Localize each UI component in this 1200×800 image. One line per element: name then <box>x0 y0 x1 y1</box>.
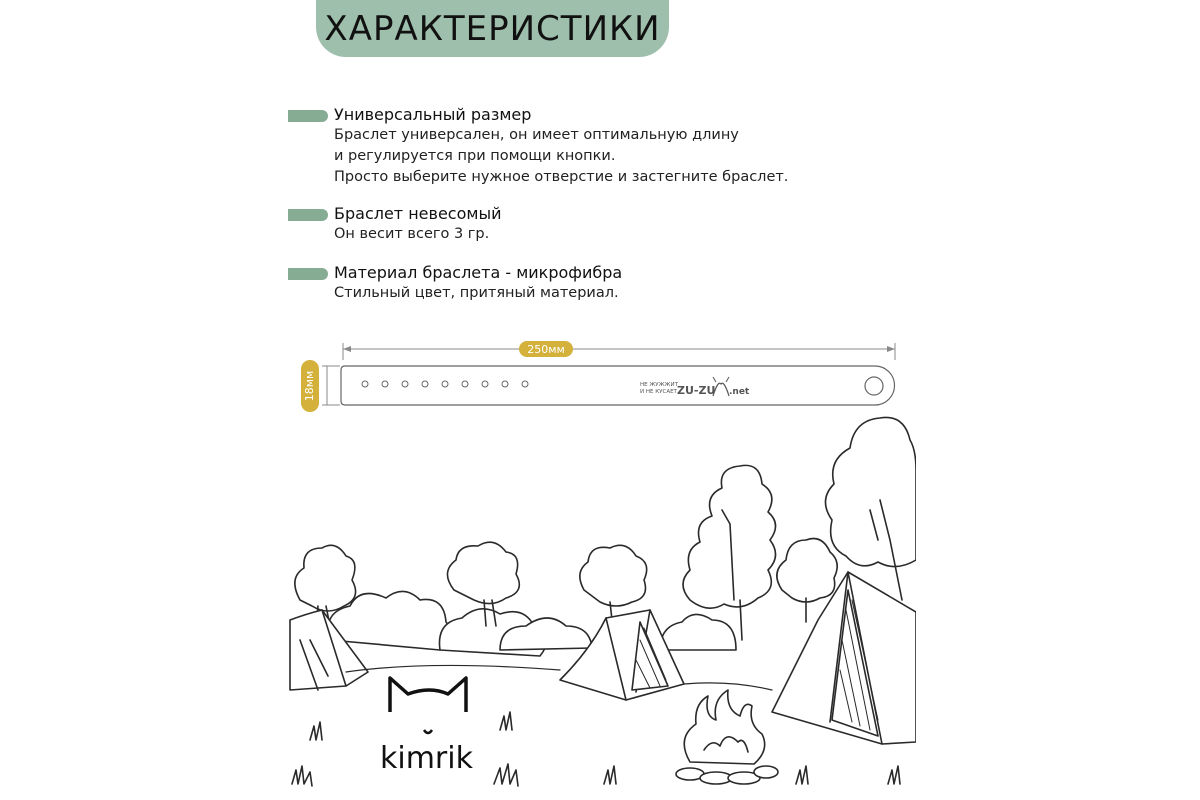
feature-marker <box>288 209 328 221</box>
strap-hole <box>462 381 468 387</box>
grass-icon <box>292 766 312 786</box>
feature-marker <box>288 268 328 280</box>
strap-hole <box>422 381 428 387</box>
tent-icon <box>560 610 684 700</box>
tree-icon <box>825 417 916 600</box>
strap-hole <box>442 381 448 387</box>
strap-holes <box>362 381 528 387</box>
feature-line: Браслет универсален, он имеет оптимальную длину <box>334 127 739 143</box>
feature-heading: Материал браслета - микрофибра <box>334 263 623 282</box>
feature-line: и регулируется при помощи кнопки. <box>334 148 616 164</box>
grass-icon <box>604 766 616 784</box>
feature-line: Стильный цвет, притяный материал. <box>334 285 619 301</box>
strap-hole <box>362 381 368 387</box>
grass-icon <box>494 764 518 786</box>
brand-name: ZU-ZU <box>677 384 716 397</box>
strap-hole <box>382 381 388 387</box>
strap-hole <box>482 381 488 387</box>
grass-icon <box>796 766 808 784</box>
length-label: 250мм <box>527 343 565 356</box>
strap-hole <box>502 381 508 387</box>
brand-tagline: НЕ ЖУЖЖИТ <box>640 382 678 388</box>
section-title-pill <box>316 0 669 57</box>
feature-heading: Универсальный размер <box>334 105 532 124</box>
strap-hole <box>402 381 408 387</box>
width-label: 18мм <box>303 370 316 402</box>
brand-suffix: .net <box>729 387 750 397</box>
feature-line: Он весит всего 3 гр. <box>334 226 490 242</box>
grass-icon <box>310 722 322 740</box>
grass-icon <box>888 766 900 784</box>
strap-button <box>865 377 883 395</box>
campfire-icon <box>676 690 778 784</box>
feature-line: Просто выберите нужное отверстие и застегните браслет. <box>334 169 789 185</box>
strap-diagram <box>0 330 1200 420</box>
feature-marker <box>288 110 328 122</box>
grass-icon <box>500 712 512 730</box>
logo-text: kimrik <box>380 741 473 776</box>
section-title: ХАРАКТЕРИСТИКИ <box>324 8 661 49</box>
strap-hole <box>522 381 528 387</box>
feature-heading: Браслет невесомый <box>334 204 502 223</box>
bush-icon <box>660 614 736 650</box>
brand-tagline: И НЕ КУСАЕТ <box>640 389 677 395</box>
camping-scene-illustration <box>286 410 916 800</box>
kimrik-logo <box>380 678 474 776</box>
tree-icon <box>580 545 647 620</box>
